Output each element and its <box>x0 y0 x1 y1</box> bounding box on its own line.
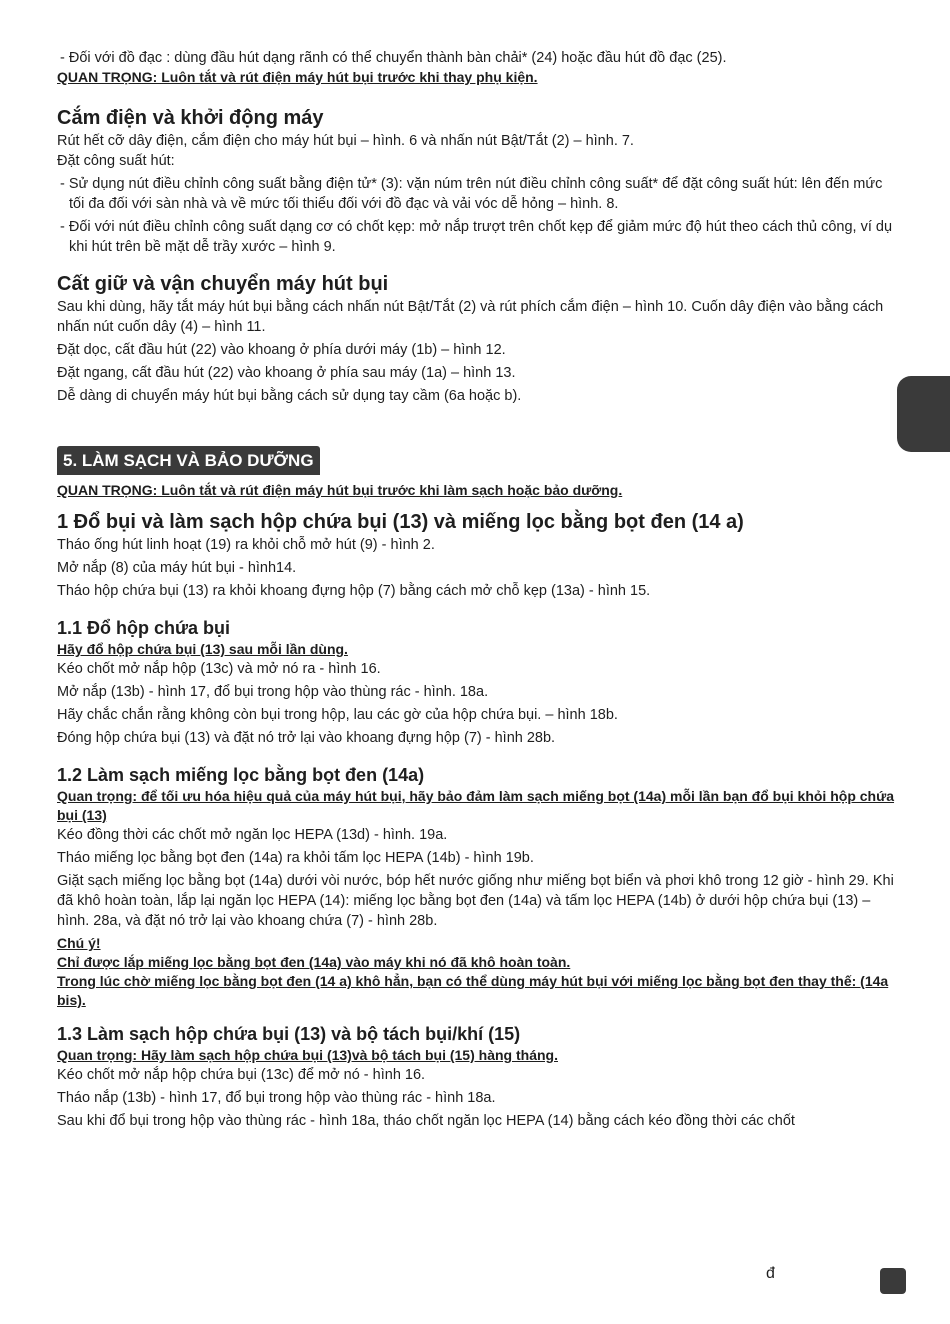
storage-paragraph-3: Đặt ngang, cất đầu hút (22) vào khoang ở phía sau máy (1a) – hình 13. <box>57 365 516 381</box>
section-5-important-note: QUAN TRỌNG: Luôn tắt và rút điện máy hút bụi trước khi làm sạch hoặc bảo dưỡng. <box>57 482 623 498</box>
sub1-2-paragraph-2: Tháo miếng lọc bằng bọt đen (14a) ra khỏi tấm lọc HEPA (14b) - hình 19b. <box>57 850 534 866</box>
document-page <box>57 48 897 1131</box>
sub1-1-paragraph-1: Kéo chốt mở nắp hộp (13c) và mở nó ra - hình 16. <box>57 661 381 677</box>
sub1-3-paragraph-1: Kéo chốt mở nắp hộp chứa bụi (13c) để mở nó - hình 16. <box>57 1067 426 1083</box>
sub1-1-paragraph-3: Hãy chắc chắn rằng không còn bụi trong hộp, lau các gờ của hộp chứa bụi. – hình 18b. <box>57 707 618 723</box>
sub1-2-warning-1: Chỉ được lắp miếng lọc bằng bọt đen (14a) vào máy khi nó đã khô hoàn toàn. <box>57 954 571 970</box>
sub1-2-note: Quan trọng: để tối ưu hóa hiệu quả của máy hút bụi, hãy bảo đảm làm sạch miếng bọt (14a) mỗi lần bạn đổ bụi khỏi hộp chứa bụi (13) <box>57 788 895 823</box>
heading-sub1-3: 1.3 Làm sạch hộp chứa bụi (13) và bộ tách bụi/khí (15) <box>57 1024 521 1044</box>
plug-bullet-2: - Đối với nút điều chỉnh công suất dạng cơ có chốt kẹp: mở nắp trượt trên chốt kẹp để giảm mức độ hút theo cách thủ công, ví dụ khi hút trên bề mặt dễ trầy xước – hình 9. <box>60 219 893 255</box>
intro-line: - Đối với đồ đạc : dùng đầu hút dạng rãnh có thể chuyển thành bàn chải* (24) hoặc đầu hút đồ đạc (25). <box>60 50 727 66</box>
storage-paragraph-1: Sau khi dùng, hãy tắt máy hút bụi bằng cách nhấn nút Bật/Tắt (2) và rút phích cắm điện – hình 10. Cuốn dây điện vào bằng cách nhấn nút cuốn dây (4) – hình 11. <box>57 299 884 335</box>
sub1-1-note: Hãy đổ hộp chứa bụi (13) sau mỗi lần dùng. <box>57 641 348 657</box>
sub1-3-note: Quan trọng: Hãy làm sạch hộp chứa bụi (13)và bộ tách bụi (15) hàng tháng. <box>57 1047 558 1063</box>
storage-paragraph-4: Dễ dàng di chuyển máy hút bụi bằng cách sử dụng tay cầm (6a hoặc b). <box>57 388 522 404</box>
storage-paragraph-2: Đặt dọc, cất đầu hút (22) vào khoang ở phía dưới máy (1b) – hình 12. <box>57 342 506 358</box>
plug-bullet-1: - Sử dụng nút điều chỉnh công suất bằng điện tử* (3): vặn núm trên nút điều chỉnh công suất* để đặt công suất hút: lên đến mức tối đa đối với sàn nhà và về mức tối thiểu đối với đồ đạc và vải vóc dễ hỏng – hình. 8. <box>60 176 883 212</box>
heading-sub1-2: 1.2 Làm sạch miếng lọc bằng bọt đen (14a) <box>57 765 425 785</box>
side-tab-marker <box>897 376 950 452</box>
footer-page-marker <box>880 1268 906 1294</box>
sub1-paragraph-1: Tháo ống hút linh hoạt (19) ra khỏi chỗ mở hút (9) - hình 2. <box>57 537 435 553</box>
footer-character: đ <box>766 1265 775 1282</box>
sub1-1-paragraph-2: Mở nắp (13b) - hình 17, đổ bụi trong hộp vào thùng rác - hình. 18a. <box>57 684 489 700</box>
heading-sub1-1: 1.1 Đổ hộp chứa bụi <box>57 618 231 638</box>
plug-paragraph-2: Đặt công suất hút: <box>57 153 175 169</box>
sub1-paragraph-2: Mở nắp (8) của máy hút bụi - hình14. <box>57 560 297 576</box>
intro-important-note: QUAN TRỌNG: Luôn tắt và rút điện máy hút bụi trước khi thay phụ kiện. <box>57 69 538 85</box>
section-5-badge: 5. LÀM SẠCH VÀ BẢO DƯỠNG <box>57 446 320 475</box>
heading-sub1: 1 Đổ bụi và làm sạch hộp chứa bụi (13) và miếng lọc bằng bọt đen (14 a) <box>57 511 744 533</box>
sub1-2-warning-2: Trong lúc chờ miếng lọc bằng bọt đen (14 a) khô hẳn, bạn có thể dùng máy hút bụi với miếng lọc bằng bọt đen thay thế: (14a bis). <box>57 973 889 1008</box>
heading-storage: Cất giữ và vận chuyển máy hút bụi <box>57 273 389 295</box>
sub1-3-paragraph-3: Sau khi đổ bụi trong hộp vào thùng rác - hình 18a, tháo chốt ngăn lọc HEPA (14) bằng cách kéo đồng thời các chốt <box>57 1113 795 1129</box>
sub1-paragraph-3: Tháo hộp chứa bụi (13) ra khỏi khoang đựng hộp (7) bằng cách mở chỗ kẹp (13a) - hình 15. <box>57 583 651 599</box>
sub1-2-paragraph-1: Kéo đồng thời các chốt mở ngăn lọc HEPA (13d) - hình. 19a. <box>57 827 448 843</box>
heading-plug-in: Cắm điện và khởi động máy <box>57 107 324 129</box>
sub1-3-paragraph-2: Tháo nắp (13b) - hình 17, đổ bụi trong hộp vào thùng rác - hình 18a. <box>57 1090 496 1106</box>
plug-paragraph-1: Rút hết cỡ dây điện, cắm điện cho máy hút bụi – hình. 6 và nhấn nút Bật/Tắt (2) – hình. 7. <box>57 133 634 149</box>
sub1-1-paragraph-4: Đóng hộp chứa bụi (13) và đặt nó trở lại vào khoang đựng hộp (7) - hình 28b. <box>57 730 556 746</box>
sub1-2-paragraph-3: Giặt sạch miếng lọc bằng bọt (14a) dưới vòi nước, bóp hết nước giống như miếng bọt biển và phơi khô trong 12 giờ - hình 29. Khi đã khô hoàn toàn, lắp lại ngăn lọc HEPA (14): miếng lọc bằng bọt đen (14a) và tấm lọc HEPA (14b) ở dưới hộp chứa bụi (13) – hình. 28a, và đặt nó trở lại vào khoang chứa (7) - hình 28b. <box>57 873 894 929</box>
sub1-2-warning-title: Chú ý! <box>57 935 101 951</box>
